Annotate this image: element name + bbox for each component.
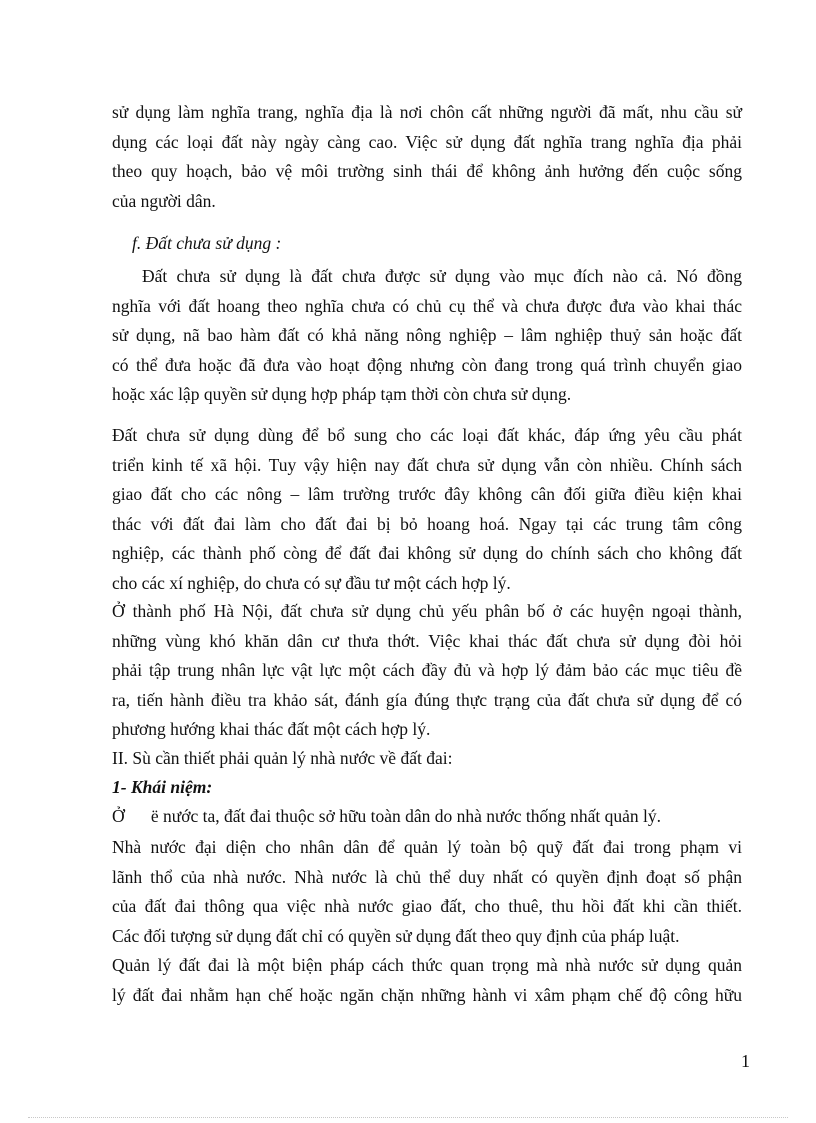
para7-line: lý đất đai nhằm hạn chế hoặc ngăn chặn những hành vi xâm phạm chế độ công hữu [112, 985, 742, 1005]
para6-line: lãnh thổ của nhà nước. Nhà nước là chủ thể duy nhất có quyền định đoạt số phận [112, 867, 742, 887]
page-number: 1 [741, 1051, 750, 1071]
para2-line: hoặc xác lập quyền sử dụng hợp pháp tạm thời còn chưa sử dụng. [112, 384, 572, 404]
para3-line: cho các xí nghiệp, do chưa có sự đầu tư một cách hợp lý. [112, 573, 511, 593]
para3-line: thác với đất đai làm cho đất đai bị bỏ hoang hoá. Ngay tại các trung tâm công [112, 514, 742, 534]
para6-line: của đất đai thông qua việc nhà nước giao đất, cho thuê, thu hồi đất khi cần thiết. [112, 896, 742, 916]
para1-line: của người dân. [112, 191, 216, 211]
para3-line: triển kinh tế xã hội. Tuy vậy hiện nay đất chưa sử dụng vẫn còn nhiều. Chính sách [112, 455, 742, 475]
section-ii-heading: II. Sù cần thiết phải quản lý nhà nước về đất đai: [112, 748, 453, 768]
para4-line: phải tập trung nhân lực vật lực một cách đầy đủ và hợp lý đảm bảo các mục tiêu đề [112, 660, 742, 680]
para2-line: có thể đưa hoặc đã đưa vào hoạt động nhưng còn đang trong quá trình chuyển giao [112, 355, 742, 375]
heading-khai-niem: 1- Khái niệm: [112, 777, 213, 797]
para5-line: Ở ë nước ta, đất đai thuộc sở hữu toàn dân do nhà nước thống nhất quản lý. [112, 806, 662, 826]
para4-line: ra, tiến hành điều tra khảo sát, đánh gía đúng thực trạng của đất chưa sử dụng để có [112, 690, 742, 710]
para7-line: Quản lý đất đai là một biện pháp cách thức quan trọng mà nhà nước sử dụng quản [112, 955, 742, 975]
para2-line: nghĩa với đất hoang theo nghĩa chưa có chủ cụ thể và chưa được đưa vào khai thác [112, 296, 742, 316]
para1-line: dụng các loại đất này ngày càng cao. Việc sử dụng đất nghĩa trang nghĩa địa phải [112, 132, 742, 152]
para1-line: sử dụng làm nghĩa trang, nghĩa địa là nơi chôn cất những người đã mất, nhu cầu sử [112, 102, 742, 122]
para4-line: phương hướng khai thác đất một cách hợp lý. [112, 719, 431, 739]
para1-line: theo quy hoạch, bảo vệ môi trường sinh thái để không ảnh hưởng đến cuộc sống [112, 161, 742, 181]
para3-line: giao đất cho các nông – lâm trường trước đây không cân đối giữa điều kiện khai [112, 484, 742, 504]
para6-line: Nhà nước đại diện cho nhân dân để quản lý toàn bộ quỹ đất đai trong phạm vi [112, 837, 742, 857]
para4-line: Ở thành phố Hà Nội, đất chưa sử dụng chủ yếu phân bố ở các huyện ngoại thành, [112, 601, 742, 621]
para6-line: Các đối tượng sử dụng đất chỉ có quyền sử dụng đất theo quy định của pháp luật. [112, 926, 680, 946]
footer-divider [28, 1117, 788, 1118]
heading-f: f. Đất chưa sử dụng : [132, 233, 282, 253]
para3-line: Đất chưa sử dụng dùng để bổ sung cho các loại đất khác, đáp ứng yêu cầu phát [112, 425, 742, 445]
para2-line: sử dụng, nã bao hàm đất có khả năng nông nghiệp – lâm nghiệp thuỷ sản hoặc đất [112, 325, 742, 345]
para3-line: nghiệp, các thành phố còng để đất đai không sử dụng do chính sách cho không đất [112, 543, 742, 563]
para2-line: Đất chưa sử dụng là đất chưa được sử dụng vào mục đích nào cả. Nó đồng [142, 266, 742, 286]
para4-line: những vùng khó khăn dân cư thưa thớt. Việc khai thác đất chưa sử dụng đòi hỏi [112, 631, 742, 651]
